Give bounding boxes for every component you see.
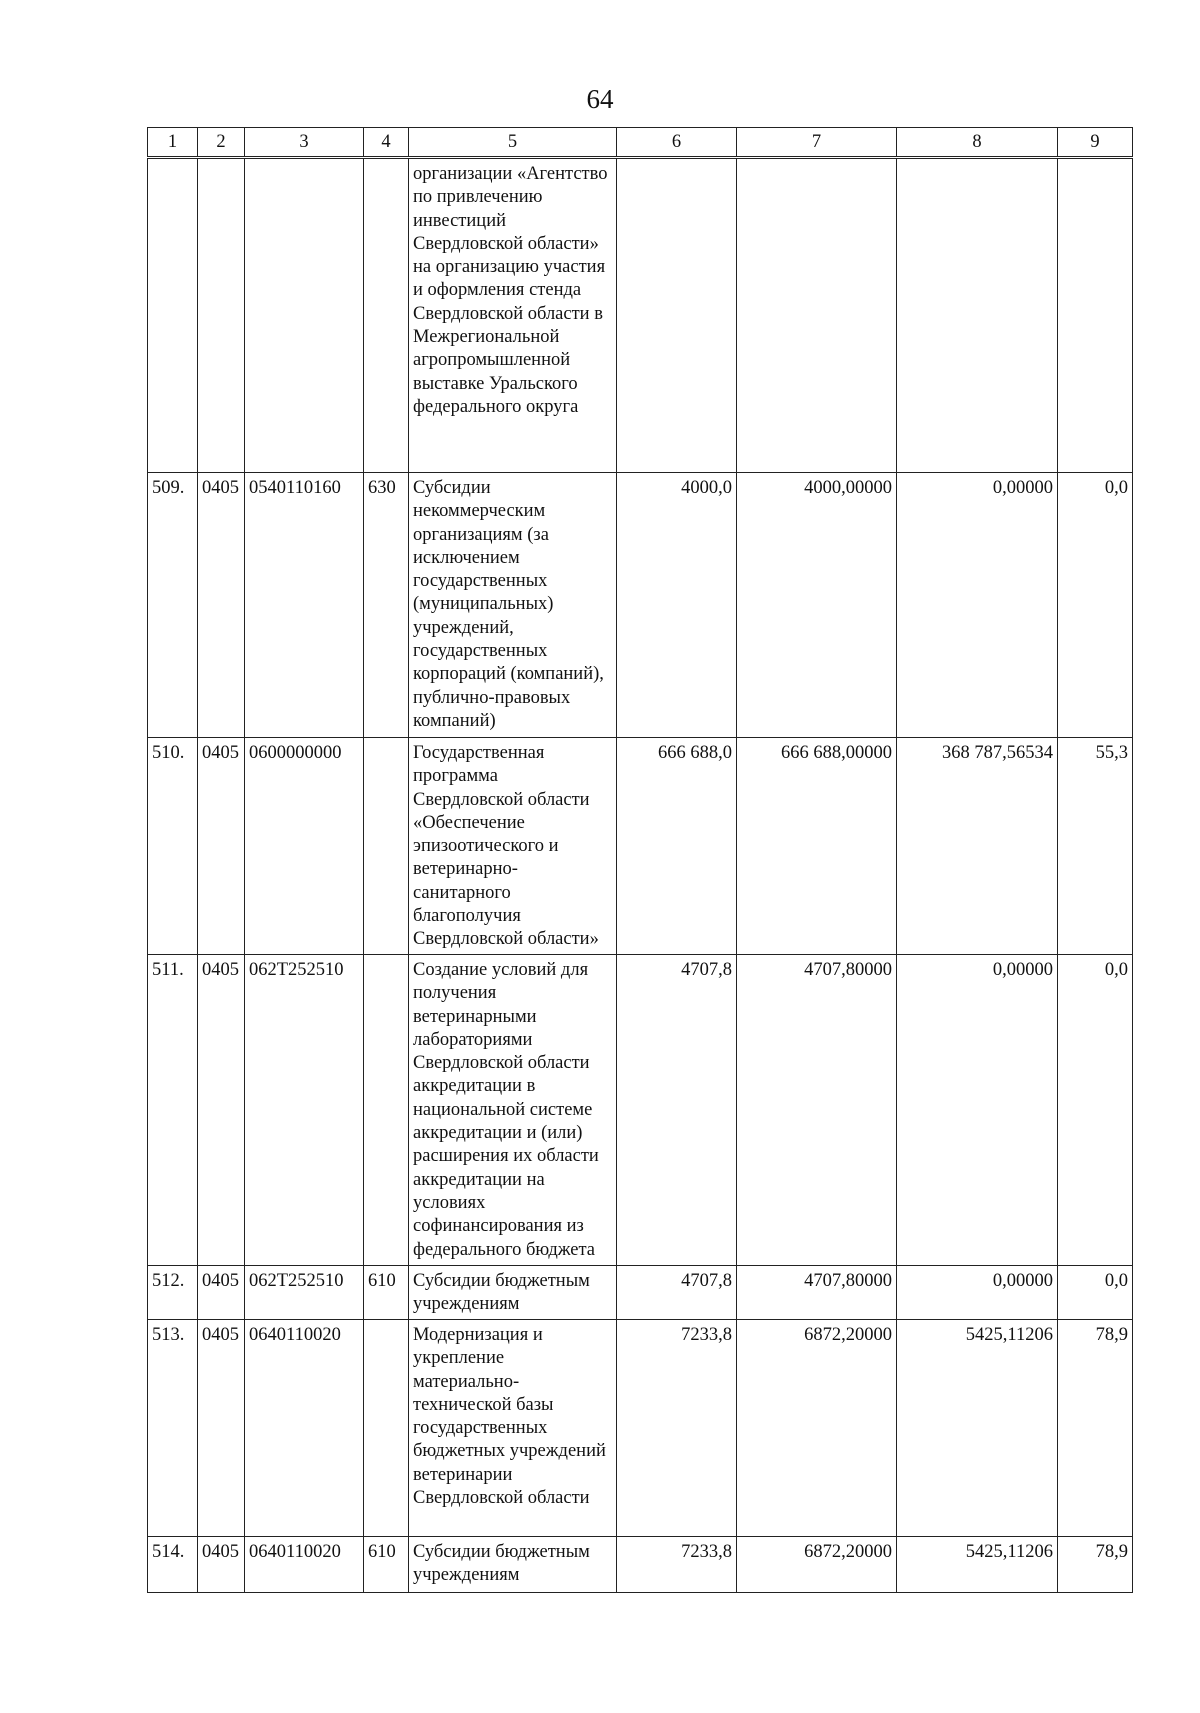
amount-cell: 7233,8 [617,1320,737,1537]
target-code-cell: 0540110160 [245,473,364,738]
percent-cell: 0,0 [1058,1266,1133,1320]
table-row [148,1537,1133,1593]
amount-cell: 4000,00000 [737,473,897,738]
page-number: 64 [586,84,614,114]
amount-cell: 5425,11206 [897,1320,1058,1537]
table-row [148,1320,1133,1537]
table-row [148,738,1133,955]
table-row [148,1266,1133,1320]
row-number-cell: 510. [148,738,198,955]
percent-cell: 78,9 [1058,1537,1133,1593]
amount-cell [737,158,897,473]
table-row [148,473,1133,738]
amount-cell: 0,00000 [897,473,1058,738]
target-code-cell: 0640110020 [245,1320,364,1537]
amount-cell: 4707,80000 [737,1266,897,1320]
header-cell: 9 [1058,128,1133,158]
amount-cell: 368 787,56534 [897,738,1058,955]
target-code-cell: 0600000000 [245,738,364,955]
amount-cell: 7233,8 [617,1537,737,1593]
expense-type-cell [364,738,409,955]
header-cell: 3 [245,128,364,158]
row-number-cell [148,158,198,473]
section-code-cell [198,158,245,473]
expense-type-cell [364,955,409,1266]
table-row [148,158,1133,473]
amount-cell: 4707,8 [617,955,737,1266]
header-cell: 7 [737,128,897,158]
amount-cell: 666 688,00000 [737,738,897,955]
budget-table [147,127,1133,1593]
table-row [148,955,1133,1266]
amount-cell: 0,00000 [897,1266,1058,1320]
percent-cell: 0,0 [1058,473,1133,738]
header-row [148,128,1133,158]
amount-cell: 6872,20000 [737,1537,897,1593]
percent-cell: 0,0 [1058,955,1133,1266]
amount-cell: 5425,11206 [897,1537,1058,1593]
description-cell: Субсидии некоммерческим организациям (за исключением государственных (муниципальных) учреждений, государственных корпораций (компаний), публично-правовых компаний) [409,473,617,738]
row-number-cell: 514. [148,1537,198,1593]
section-code-cell: 0405 [198,955,245,1266]
row-number-cell: 513. [148,1320,198,1537]
expense-type-cell: 610 [364,1537,409,1593]
percent-cell: 55,3 [1058,738,1133,955]
row-number-cell: 509. [148,473,198,738]
header-cell: 4 [364,128,409,158]
description-cell: Субсидии бюджетным учреждениям [409,1266,617,1320]
target-code-cell: 062Т252510 [245,1266,364,1320]
section-code-cell: 0405 [198,473,245,738]
row-number-cell: 511. [148,955,198,1266]
expense-type-cell [364,158,409,473]
amount-cell: 666 688,0 [617,738,737,955]
target-code-cell: 0640110020 [245,1537,364,1593]
section-code-cell: 0405 [198,1266,245,1320]
expense-type-cell: 630 [364,473,409,738]
target-code-cell: 062Т252510 [245,955,364,1266]
amount-cell: 4000,0 [617,473,737,738]
header-cell: 6 [617,128,737,158]
description-cell: Государственная программа Свердловской области «Обеспечение эпизоотического и ветеринарно-санитарного благополучия Свердловской области» [409,738,617,955]
amount-cell: 0,00000 [897,955,1058,1266]
amount-cell [897,158,1058,473]
expense-type-cell: 610 [364,1266,409,1320]
description-cell: Создание условий для получения ветеринарными лабораториями Свердловской области аккредитации в национальной системе аккредитации и (или) расширения их области аккредитации на условиях софинансирования из федерального бюджета [409,955,617,1266]
amount-cell: 4707,80000 [737,955,897,1266]
header-cell: 5 [409,128,617,158]
description-cell: Субсидии бюджетным учреждениям [409,1537,617,1593]
row-number-cell: 512. [148,1266,198,1320]
amount-cell: 4707,8 [617,1266,737,1320]
header-cell: 1 [148,128,198,158]
header-cell: 8 [897,128,1058,158]
section-code-cell: 0405 [198,738,245,955]
amount-cell: 6872,20000 [737,1320,897,1537]
section-code-cell: 0405 [198,1537,245,1593]
expense-type-cell [364,1320,409,1537]
percent-cell: 78,9 [1058,1320,1133,1537]
description-cell: Модернизация и укрепление материально-технической базы государственных бюджетных учреждений ветеринарии Свердловской области [409,1320,617,1537]
section-code-cell: 0405 [198,1320,245,1537]
percent-cell [1058,158,1133,473]
amount-cell [617,158,737,473]
description-cell: организации «Агентство по привлечению инвестиций Свердловской области» на организацию участия и оформления стенда Свердловской области в Межрегиональной агропромышленной выставке Уральского федерального округа [409,158,617,473]
target-code-cell [245,158,364,473]
header-cell: 2 [198,128,245,158]
